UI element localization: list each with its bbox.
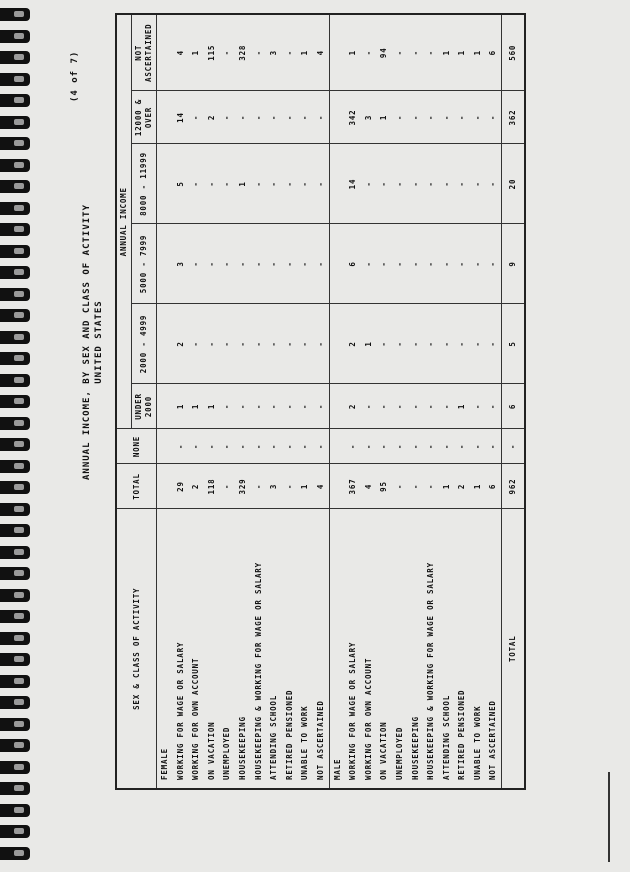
row-value: - (282, 91, 298, 144)
row-value: - (408, 384, 424, 429)
row-label: UNEMPLOYED (392, 509, 408, 789)
row-value: - (423, 91, 439, 144)
row-value: 4 (313, 464, 329, 509)
row-value: - (485, 224, 501, 304)
empty-cell (157, 14, 173, 91)
row-value: 6 (345, 224, 361, 304)
row-label: ON VACATION (204, 509, 220, 789)
row-value: - (313, 144, 329, 224)
row-value: - (376, 429, 392, 464)
header-none: NONE (116, 429, 157, 464)
row-value: 3 (266, 464, 282, 509)
row-label: HOUSEKEEPING & WORKING FOR WAGE OR SALARY (251, 509, 267, 789)
table-subtitle: UNITED STATES (94, 300, 104, 384)
row-value: 1 (173, 384, 189, 429)
row-value: - (454, 224, 470, 304)
row-value: - (297, 429, 313, 464)
row-label: ON VACATION (376, 509, 392, 789)
table-row (392, 14, 408, 789)
header-total: TOTAL (116, 464, 157, 509)
row-value: - (423, 464, 439, 509)
row-value: - (266, 91, 282, 144)
row-value: 1 (470, 464, 486, 509)
row-value: 367 (345, 464, 361, 509)
row-label: HOUSEKEEPING & WORKING FOR WAGE OR SALARY (423, 509, 439, 789)
table-row (173, 14, 189, 789)
row-value: - (439, 429, 455, 464)
row-value: - (423, 304, 439, 384)
row-value: - (361, 224, 377, 304)
row-value: - (392, 144, 408, 224)
row-value: - (297, 91, 313, 144)
section-header-row (329, 14, 345, 789)
row-label: HOUSEKEEPING (408, 509, 424, 789)
row-value: - (454, 304, 470, 384)
row-value: 342 (345, 91, 361, 144)
row-value: - (485, 304, 501, 384)
row-value: - (439, 91, 455, 144)
row-value: - (235, 304, 251, 384)
empty-cell (329, 464, 345, 509)
row-value: - (251, 304, 267, 384)
row-label: RETIRED PENSIONED (282, 509, 298, 789)
row-label: UNABLE TO WORK (297, 509, 313, 789)
empty-cell (157, 464, 173, 509)
row-value: - (485, 91, 501, 144)
row-value: 1 (454, 384, 470, 429)
row-value: - (251, 144, 267, 224)
table-row (439, 14, 455, 789)
row-value: - (251, 91, 267, 144)
row-value: - (219, 464, 235, 509)
row-value: - (345, 429, 361, 464)
row-value: 2 (188, 464, 204, 509)
row-value: 2 (173, 304, 189, 384)
row-value: - (392, 429, 408, 464)
row-value: 115 (204, 14, 220, 91)
table-row (361, 14, 377, 789)
table-row (345, 14, 361, 789)
row-value: 6 (485, 14, 501, 91)
header-8000-11999: 8000 - 11999 (132, 144, 157, 224)
row-value: - (376, 304, 392, 384)
row-value: - (313, 304, 329, 384)
empty-cell (157, 384, 173, 429)
row-value: 329 (235, 464, 251, 509)
empty-cell (157, 224, 173, 304)
empty-cell (329, 144, 345, 224)
total-value: 962 (502, 464, 526, 509)
total-row (502, 14, 526, 789)
header-under-2000: UNDER 2000 (132, 384, 157, 429)
row-value: - (470, 384, 486, 429)
row-value: - (282, 304, 298, 384)
row-value: - (282, 14, 298, 91)
table-row (251, 14, 267, 789)
table-row (297, 14, 313, 789)
table-row (423, 14, 439, 789)
row-value: 3 (361, 91, 377, 144)
row-value: - (313, 224, 329, 304)
row-value: - (251, 224, 267, 304)
row-value: - (266, 304, 282, 384)
row-value: - (282, 384, 298, 429)
row-value: - (188, 91, 204, 144)
row-value: - (266, 384, 282, 429)
row-value: - (376, 384, 392, 429)
row-value: - (485, 384, 501, 429)
row-value: - (361, 384, 377, 429)
row-value: - (235, 429, 251, 464)
row-value: 1 (297, 14, 313, 91)
header-5000-7999: 5000 - 7999 (132, 224, 157, 304)
section-label: MALE (329, 509, 345, 789)
row-value: 14 (345, 144, 361, 224)
total-value: 5 (502, 304, 526, 384)
row-value: 1 (345, 14, 361, 91)
row-value: 1 (361, 304, 377, 384)
row-value: 118 (204, 464, 220, 509)
row-label: NOT ASCERTAINED (485, 509, 501, 789)
row-value: - (313, 384, 329, 429)
row-value: 1 (235, 144, 251, 224)
row-value: - (266, 224, 282, 304)
row-value: 328 (235, 14, 251, 91)
row-value: 2 (345, 384, 361, 429)
table-row (408, 14, 424, 789)
page-label: (4 of 7) (70, 50, 80, 102)
row-value: 2 (204, 91, 220, 144)
row-label: UNEMPLOYED (219, 509, 235, 789)
row-value: - (219, 384, 235, 429)
row-value: 5 (173, 144, 189, 224)
row-value: - (454, 144, 470, 224)
row-value: - (219, 429, 235, 464)
row-value: - (439, 384, 455, 429)
row-label: RETIRED PENSIONED (454, 509, 470, 789)
row-value: - (408, 14, 424, 91)
empty-cell (157, 144, 173, 224)
row-value: - (297, 144, 313, 224)
row-value: - (392, 464, 408, 509)
row-value: 3 (173, 224, 189, 304)
total-value: 9 (502, 224, 526, 304)
total-value: 362 (502, 91, 526, 144)
table-body (157, 14, 526, 789)
row-value: - (297, 224, 313, 304)
row-value: - (392, 224, 408, 304)
row-value: 4 (361, 464, 377, 509)
row-value: - (361, 144, 377, 224)
row-value: - (251, 14, 267, 91)
row-value: - (282, 224, 298, 304)
row-value: - (219, 91, 235, 144)
empty-cell (329, 384, 345, 429)
row-value: - (235, 91, 251, 144)
row-label: HOUSEKEEPING (235, 509, 251, 789)
row-value: - (266, 144, 282, 224)
header-label: SEX & CLASS OF ACTIVITY (116, 509, 157, 789)
row-label: ATTENDING SCHOOL (439, 509, 455, 789)
row-value: 1 (376, 91, 392, 144)
row-value: - (235, 224, 251, 304)
row-value: - (392, 14, 408, 91)
table-row (282, 14, 298, 789)
row-value: 1 (439, 14, 455, 91)
row-value: - (408, 144, 424, 224)
empty-cell (157, 91, 173, 144)
row-value: 6 (485, 464, 501, 509)
row-value: - (204, 429, 220, 464)
row-value: - (423, 429, 439, 464)
row-value: - (376, 144, 392, 224)
row-value: - (235, 384, 251, 429)
row-value: - (282, 464, 298, 509)
row-value: - (408, 429, 424, 464)
row-value: 95 (376, 464, 392, 509)
table-row (188, 14, 204, 789)
row-value: - (173, 429, 189, 464)
row-value: - (485, 429, 501, 464)
row-value: - (313, 429, 329, 464)
row-value: - (408, 304, 424, 384)
row-value: - (188, 304, 204, 384)
row-value: 4 (173, 14, 189, 91)
table-row (485, 14, 501, 789)
income-table (115, 13, 526, 790)
row-value: - (282, 144, 298, 224)
total-value: 560 (502, 14, 526, 91)
row-value: - (470, 144, 486, 224)
total-value: 20 (502, 144, 526, 224)
table-row (376, 14, 392, 789)
row-value: - (219, 304, 235, 384)
row-value: 2 (454, 464, 470, 509)
row-value: - (219, 144, 235, 224)
row-value: 94 (376, 14, 392, 91)
row-value: 14 (173, 91, 189, 144)
table-row (266, 14, 282, 789)
table-row (219, 14, 235, 789)
total-value: 6 (502, 384, 526, 429)
row-value: - (361, 14, 377, 91)
empty-cell (157, 304, 173, 384)
table-row (235, 14, 251, 789)
row-value: 1 (204, 384, 220, 429)
row-value: - (454, 91, 470, 144)
row-value: - (376, 224, 392, 304)
total-label: TOTAL (502, 509, 526, 789)
row-value: - (439, 224, 455, 304)
table-row (313, 14, 329, 789)
section-header-row (157, 14, 173, 789)
header-2000-4999: 2000 - 4999 (132, 304, 157, 384)
row-value: - (204, 144, 220, 224)
row-value: - (439, 304, 455, 384)
row-value: - (423, 14, 439, 91)
row-value: - (392, 91, 408, 144)
row-value: 1 (470, 14, 486, 91)
total-value: - (502, 429, 526, 464)
row-value: 3 (266, 14, 282, 91)
row-value: - (188, 224, 204, 304)
header-annual-income: ANNUAL INCOME (116, 14, 132, 429)
section-label: FEMALE (157, 509, 173, 789)
row-value: - (282, 429, 298, 464)
row-label: NOT ASCERTAINED (313, 509, 329, 789)
empty-cell (329, 91, 345, 144)
row-value: - (470, 304, 486, 384)
table-row (470, 14, 486, 789)
row-value: 2 (345, 304, 361, 384)
empty-cell (329, 224, 345, 304)
table-row (454, 14, 470, 789)
row-value: 1 (188, 384, 204, 429)
row-value: - (470, 224, 486, 304)
row-value: - (251, 464, 267, 509)
row-label: UNABLE TO WORK (470, 509, 486, 789)
row-value: - (219, 14, 235, 91)
table-title: ANNUAL INCOME, BY SEX AND CLASS OF ACTIVITY (82, 204, 92, 480)
row-value: - (423, 224, 439, 304)
row-label: ATTENDING SCHOOL (266, 509, 282, 789)
empty-cell (157, 429, 173, 464)
row-value: - (204, 224, 220, 304)
row-value: 1 (188, 14, 204, 91)
row-value: - (408, 91, 424, 144)
empty-cell (329, 304, 345, 384)
row-value: - (423, 144, 439, 224)
row-value: - (219, 224, 235, 304)
row-value: 1 (454, 14, 470, 91)
row-value: - (392, 304, 408, 384)
row-label: WORKING FOR OWN ACCOUNT (361, 509, 377, 789)
row-label: WORKING FOR OWN ACCOUNT (188, 509, 204, 789)
row-value: 4 (313, 14, 329, 91)
row-value: - (188, 429, 204, 464)
row-value: - (297, 384, 313, 429)
row-value: - (251, 429, 267, 464)
row-value: - (470, 91, 486, 144)
empty-cell (329, 429, 345, 464)
row-value: - (408, 224, 424, 304)
row-value: - (204, 304, 220, 384)
header-12000-over: 12000 & OVER (132, 91, 157, 144)
row-value: 29 (173, 464, 189, 509)
empty-cell (329, 14, 345, 91)
row-value: - (485, 144, 501, 224)
row-value: - (408, 464, 424, 509)
row-value: - (439, 144, 455, 224)
row-value: - (251, 384, 267, 429)
row-label: WORKING FOR WAGE OR SALARY (173, 509, 189, 789)
row-value: - (361, 429, 377, 464)
row-value: - (266, 429, 282, 464)
row-value: - (423, 384, 439, 429)
row-value: - (313, 91, 329, 144)
row-value: 1 (439, 464, 455, 509)
row-value: 1 (297, 464, 313, 509)
row-label: WORKING FOR WAGE OR SALARY (345, 509, 361, 789)
row-value: - (297, 304, 313, 384)
row-value: - (392, 384, 408, 429)
table-row (204, 14, 220, 789)
row-value: - (188, 144, 204, 224)
row-value: - (470, 429, 486, 464)
header-not-ascertained: NOT ASCERTAINED (132, 14, 157, 91)
row-value: - (454, 429, 470, 464)
